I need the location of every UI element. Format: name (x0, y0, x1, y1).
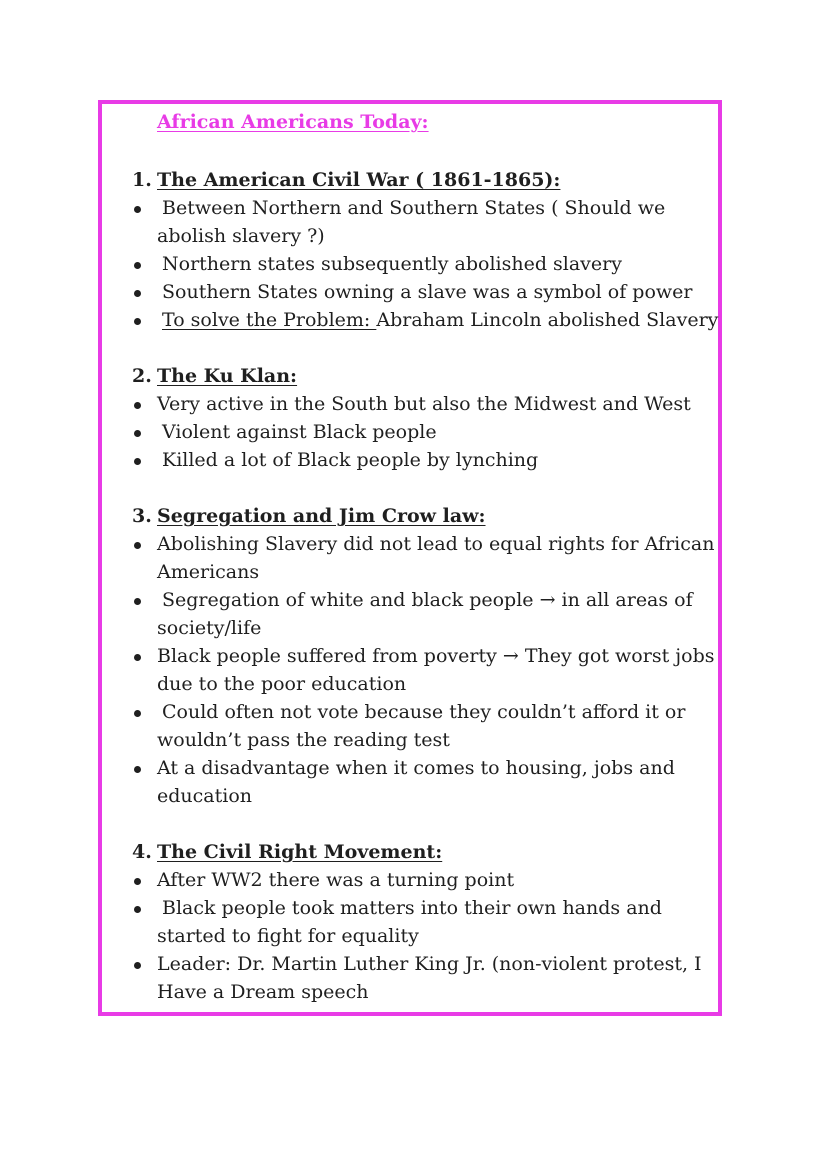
section-heading-text: Segregation and Jim Crow law: (157, 505, 486, 527)
list-item: Between Northern and Southern States ( Should we (162, 197, 666, 219)
bullet-icon (134, 290, 141, 297)
list-item: Black people took matters into their own hands and (162, 897, 662, 919)
bullet-icon (134, 710, 141, 717)
list-item: Violent against Black people (162, 421, 437, 443)
bullet-icon (134, 906, 141, 913)
list-item-continuation: started to fight for equality (157, 925, 419, 947)
list-item: Could often not vote because they couldn’t afford it or (162, 701, 686, 723)
list-item: Northern states subsequently abolished slavery (162, 253, 622, 275)
section-heading: 3. (132, 505, 152, 527)
bullet-icon (134, 962, 141, 969)
list-item: After WW2 there was a turning point (157, 869, 515, 891)
section-heading: 4. (132, 841, 152, 863)
bullet-icon (134, 430, 141, 437)
section-heading-text: The Ku Klan: (157, 365, 298, 387)
section-heading: 2. (132, 365, 152, 387)
bullet-icon (134, 542, 141, 549)
list-item: Killed a lot of Black people by lynching (162, 449, 539, 471)
list-item-continuation: wouldn’t pass the reading test (157, 729, 450, 751)
list-item-continuation: education (157, 785, 252, 807)
bullet-icon (134, 654, 141, 661)
list-item: Southern States owning a slave was a symbol of power (162, 281, 693, 303)
bullet-icon (134, 878, 141, 885)
bullet-icon (134, 458, 141, 465)
bullet-icon (134, 206, 141, 213)
bullet-icon (134, 766, 141, 773)
list-item (162, 306, 718, 334)
list-item-continuation: abolish slavery ?) (157, 225, 325, 247)
list-item-continuation: due to the poor education (157, 673, 407, 695)
section-heading-text: The Civil Right Movement: (157, 841, 443, 863)
list-item-continuation: Americans (157, 561, 260, 583)
bullet-icon (134, 402, 141, 409)
bullet-icon (134, 262, 141, 269)
section-heading: 1. (132, 169, 152, 191)
list-item: Leader: Dr. Martin Luther King Jr. (non-violent protest, I (157, 953, 702, 975)
page-title: African Americans Today: (157, 111, 429, 133)
underlined-phrase: To solve the Problem: (162, 309, 377, 331)
list-item: Very active in the South but also the Midwest and West (157, 393, 691, 415)
list-item: Abolishing Slavery did not lead to equal rights for African (157, 533, 715, 555)
bullet-icon (134, 598, 141, 605)
list-item-continuation: Have a Dream speech (157, 981, 369, 1003)
list-item-text: Abraham Lincoln abolished Slavery (376, 309, 719, 331)
list-item: Segregation of white and black people → in all areas of (162, 589, 693, 611)
list-item-continuation: society/life (157, 617, 262, 639)
list-item: At a disadvantage when it comes to housing, jobs and (157, 757, 675, 779)
bullet-icon (134, 318, 141, 325)
section-heading-text: The American Civil War ( 1861-1865): (157, 169, 561, 191)
list-item: Black people suffered from poverty → They got worst jobs (157, 645, 715, 667)
